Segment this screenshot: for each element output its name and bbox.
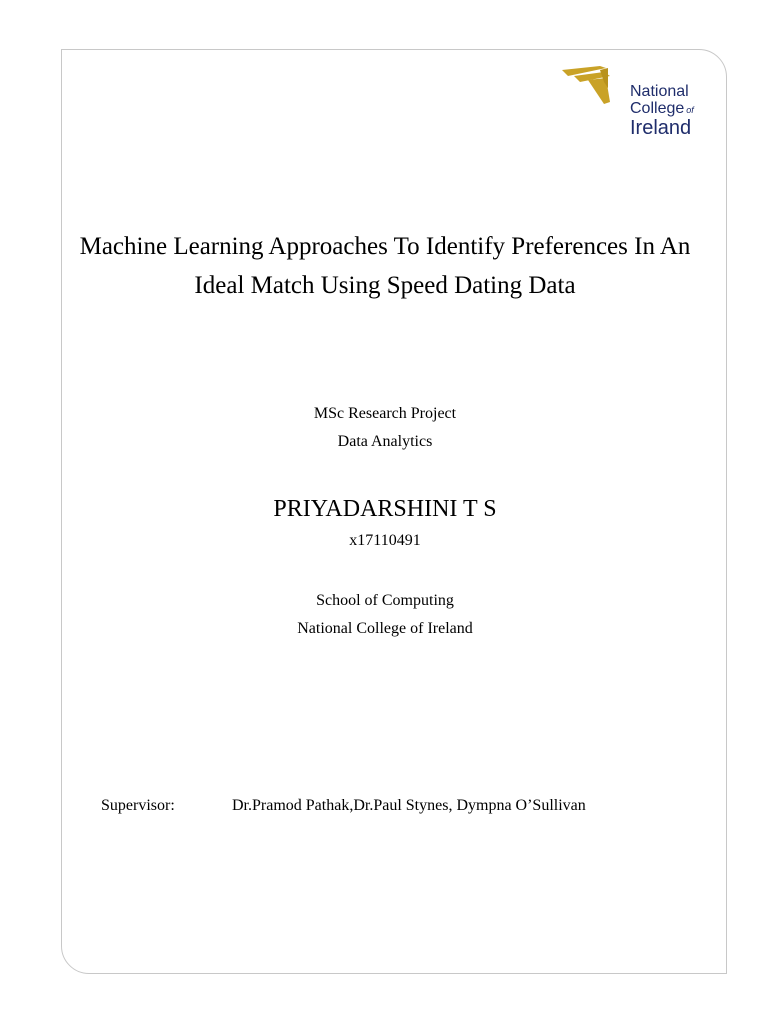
logo-line-ireland: Ireland <box>630 116 692 139</box>
student-id: x17110491 <box>349 532 421 549</box>
logo-line-national: National <box>630 83 689 100</box>
logo-college-word: College <box>630 99 685 117</box>
logo-of-word: of <box>686 104 694 115</box>
college-logo-mark-icon <box>560 62 630 112</box>
project-type: MSc Research Project <box>313 405 457 422</box>
school-name: School of Computing <box>316 592 454 609</box>
thesis-title: Machine Learning Approaches To Identify Preferences In An Ideal Match Using Speed Dating Data <box>79 233 691 299</box>
college-logo-text <box>630 84 694 139</box>
supervisor-row <box>101 797 586 815</box>
college-name: National College of Ireland <box>297 620 473 637</box>
programme-name: Data Analytics <box>337 433 433 450</box>
supervisor-label: Supervisor: <box>101 797 175 814</box>
college-logo <box>560 62 720 162</box>
logo-line-college <box>630 101 694 118</box>
supervisor-names: Dr.Pramod Pathak,Dr.Paul Stynes, Dympna O’Sullivan <box>232 797 586 814</box>
author-name: PRIYADARSHINI T S <box>273 496 497 522</box>
